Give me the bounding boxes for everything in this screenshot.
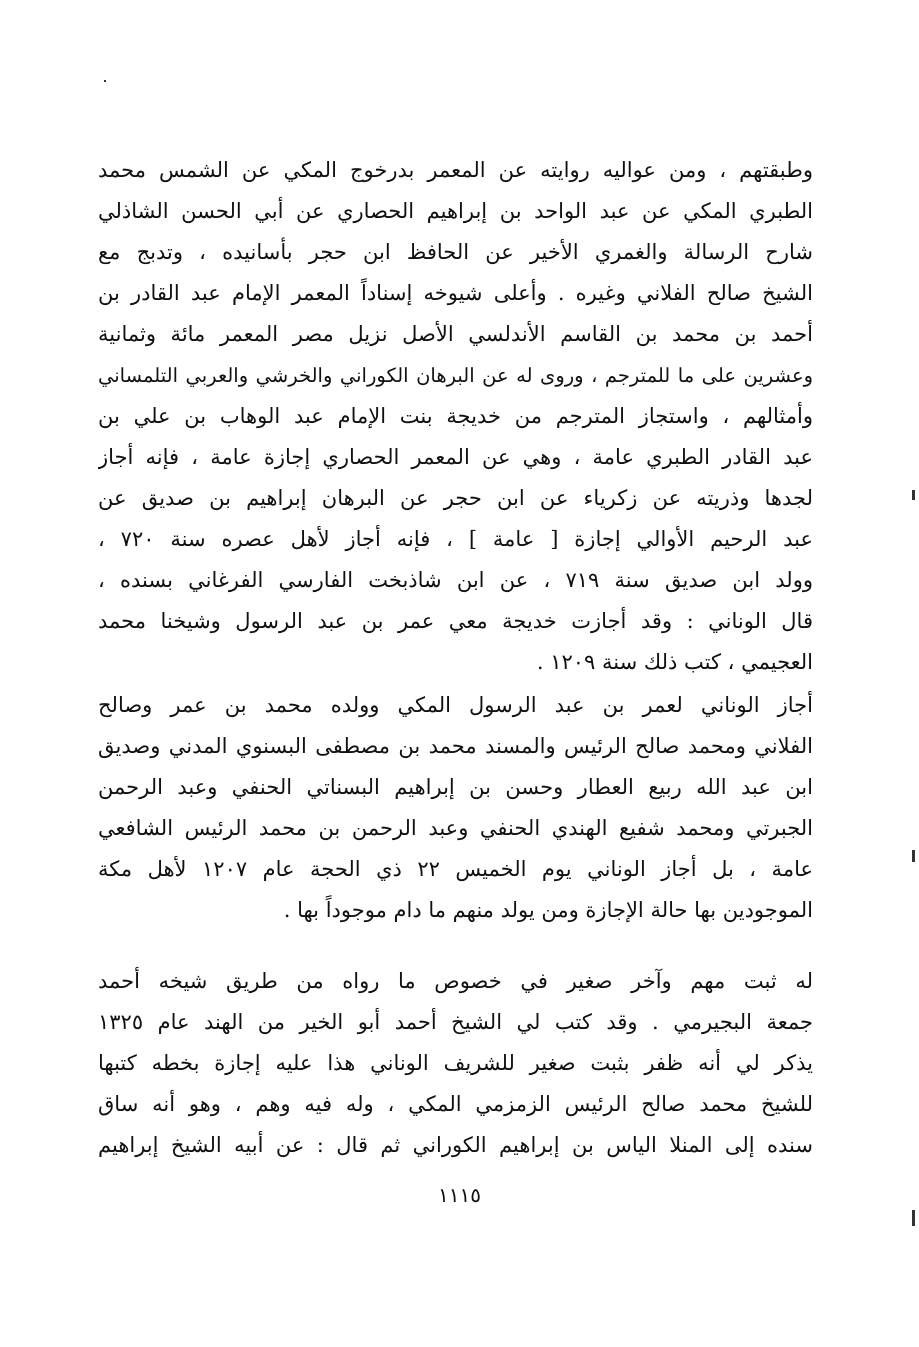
text-line: وأمثالهم ، واستجاز المترجم من خديجة بنت الإمام عبد الوهاب بن علي بن bbox=[98, 404, 813, 428]
text-line: الموجودين بها حالة الإجازة ومن يولد منهم ما دام موجوداً بها . bbox=[283, 898, 813, 922]
text-line: وعشرين على ما للمترجم ، وروى له عن البرهان الكوراني والخرشي والعربي التلمساني bbox=[98, 364, 813, 387]
text-line: لجدها وذريته عن زكرياء عن ابن حجر عن البرهان إبراهيم بن صديق عن bbox=[98, 486, 813, 510]
text-line: قال الوناني : وقد أجازت خديجة معي عمر بن عبد الرسول وشيخنا محمد bbox=[98, 609, 813, 633]
text-line: للشيخ محمد صالح الرئيس الزمزمي المكي ، وله فيه وهم ، وهو أنه ساق bbox=[98, 1092, 813, 1116]
paragraph-2 bbox=[98, 685, 813, 931]
scan-mark bbox=[104, 80, 106, 82]
text-line: الشيخ صالح الفلاني وغيره . وأعلى شيوخه إسناداً المعمر الإمام عبد القادر بن bbox=[98, 281, 813, 305]
text-line: عبد القادر الطبري عامة ، وهي عن المعمر الحصاري إجازة عامة ، فإنه أجاز bbox=[98, 445, 813, 469]
paragraph-1 bbox=[98, 150, 813, 683]
text-line: ابن عبد الله ربيع العطار وحسن بن إبراهيم البسناتي الحنفي وعبد الرحمن bbox=[98, 775, 813, 799]
text-line: الجبرتي ومحمد شفيع الهندي الحنفي وعبد الرحمن بن محمد الرئيس الشافعي bbox=[98, 816, 813, 840]
text-line: الطبري المكي عن عبد الواحد بن إبراهيم الحصاري عن أبي الحسن الشاذلي bbox=[98, 199, 813, 223]
text-line: وولد ابن صديق سنة ٧١٩ ، عن ابن شاذبخت الفارسي الفرغاني بسنده ، bbox=[98, 568, 813, 592]
text-line: وطبقتهم ، ومن عواليه روايته عن المعمر بدرخوج المكي عن الشمس محمد bbox=[98, 158, 813, 182]
scan-mark bbox=[912, 490, 915, 500]
text-line: عامة ، بل أجاز الوناني يوم الخميس ٢٢ ذي الحجة عام ١٢٠٧ لأهل مكة bbox=[98, 857, 813, 881]
scan-mark bbox=[912, 1210, 915, 1226]
text-line: شارح الرسالة والغمري الأخير عن الحافظ ابن حجر بأسانيده ، وتدبج مع bbox=[98, 240, 813, 264]
text-line: عبد الرحيم الأوالي إجازة [ عامة ] ، فإنه أجاز لأهل عصره سنة ٧٢٠ ، bbox=[98, 527, 813, 551]
text-line: أحمد بن محمد بن القاسم الأندلسي الأصل نزيل مصر المعمر مائة وثمانية bbox=[98, 322, 813, 346]
paragraph-3 bbox=[98, 961, 813, 1166]
text-line: يذكر لي أنه ظفر بثبت صغير للشريف الوناني هذا عليه إجازة بخطه كتبها bbox=[98, 1051, 813, 1075]
text-line: الفلاني ومحمد صالح الرئيس والمسند محمد بن مصطفى البسنوي المدني وصديق bbox=[98, 734, 813, 758]
text-line: له ثبت مهم وآخر صغير في خصوص ما رواه من طريق شيخه أحمد bbox=[98, 969, 813, 993]
scan-mark bbox=[912, 850, 915, 862]
page-number: ١١١٥ bbox=[438, 1183, 481, 1207]
text-line: أجاز الوناني لعمر بن عبد الرسول المكي وولده محمد بن عمر وصالح bbox=[98, 693, 813, 717]
text-line: العجيمي ، كتب ذلك سنة ١٢٠٩ . bbox=[536, 650, 813, 674]
text-line: جمعة البجيرمي . وقد كتب لي الشيخ أحمد أبو الخير من الهند عام ١٣٢٥ bbox=[98, 1010, 813, 1034]
text-line: سنده إلى المنلا الياس بن إبراهيم الكوراني ثم قال : عن أبيه الشيخ إبراهيم bbox=[98, 1133, 813, 1157]
